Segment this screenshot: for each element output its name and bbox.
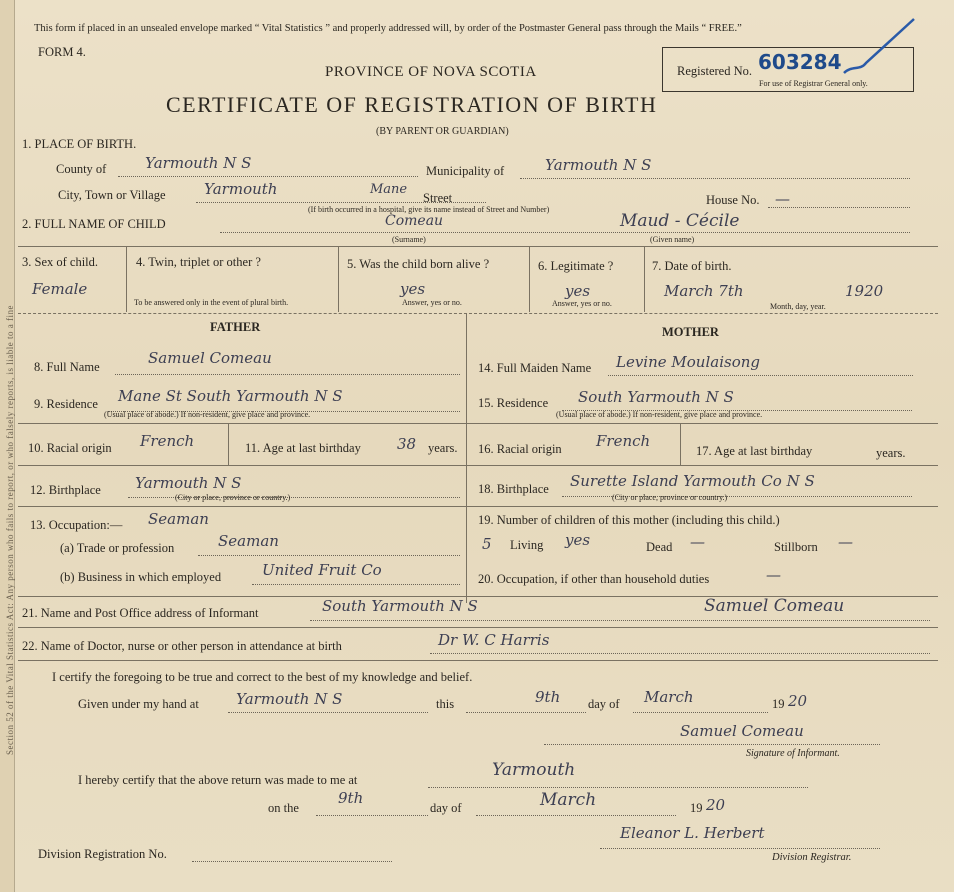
mother-birthplace-label: 18. Birthplace [478, 482, 549, 496]
hospital-note: (If birth occurred in a hospital, give its name instead of Street and Number) [308, 205, 550, 214]
mother-living-label: Living [510, 538, 544, 552]
mother-occupation: — [766, 566, 781, 584]
birth-date-value: March 7th [664, 282, 744, 300]
registrar-note: For use of Registrar General only. [759, 79, 868, 88]
mother-birthplace: Surette Island Yarmouth Co N S [570, 472, 815, 490]
twin-note: To be answered only in the event of plural birth. [134, 298, 289, 307]
province-heading: PROVINCE OF NOVA SCOTIA [325, 64, 537, 80]
mother-racial-label: 16. Racial origin [478, 442, 562, 456]
division-registration-label: Division Registration No. [38, 847, 167, 861]
father-birthplace-label: 12. Birthplace [30, 483, 101, 497]
given-month: March [644, 688, 694, 706]
registrar-signature: Eleanor L. Herbert [620, 824, 765, 842]
father-residence-label: 9. Residence [34, 397, 98, 411]
postal-notice: This form if placed in an unsealed envelope marked “ Vital Statistics ” and properly addressed will, by order of the Postmaster General pass through the Mails “ FREE.” [34, 23, 742, 34]
given-day: 9th [535, 688, 561, 706]
father-racial-label: 10. Racial origin [28, 441, 112, 455]
birth-date-label: 7. Date of birth. [652, 259, 732, 273]
registrar-place: Yarmouth [492, 760, 576, 780]
surname-label: (Surname) [392, 235, 426, 244]
city-value: Yarmouth [204, 180, 278, 198]
street-value: Mane [370, 182, 408, 197]
father-residence-note: (Usual place of abode.) If non-resident, give place and province. [104, 410, 311, 419]
house-label: House No. [706, 193, 760, 207]
day-of-label: day of [588, 697, 620, 711]
father-birthplace-note: (City or place, province or country.) [175, 493, 291, 502]
check-mark-icon [840, 15, 920, 80]
father-age: 38 [397, 435, 417, 453]
street-label: Street [423, 191, 453, 205]
margin-text: Section 52 of the Vital Statistics Act: Any person who fails to report, or who falsely reports, is liable to a fine [5, 305, 15, 755]
child-surname: Comeau [385, 213, 444, 229]
registrar-day-of: day of [430, 801, 462, 815]
father-business-label: (b) Business in which employed [60, 570, 222, 584]
sex-value: Female [32, 280, 88, 298]
father-business: United Fruit Co [262, 561, 382, 579]
mother-heading: MOTHER [662, 325, 719, 339]
mother-residence: South Yarmouth N S [578, 388, 734, 406]
mother-residence-label: 15. Residence [478, 396, 549, 410]
on-the-label: on the [268, 801, 299, 815]
this-label: this [436, 697, 455, 711]
informant-signature-label: Signature of Informant. [746, 748, 840, 759]
registrar-year-prefix: 19 [690, 801, 703, 815]
registrar-certify: I hereby certify that the above return was made to me at [78, 773, 358, 787]
father-name-label: 8. Full Name [34, 360, 100, 374]
father-trade-label: (a) Trade or profession [60, 541, 175, 555]
child-given-name: Maud - Cécile [620, 211, 740, 231]
informant-label: 21. Name and Post Office address of Informant [22, 606, 259, 620]
registrar-signature-label: Division Registrar. [772, 852, 852, 863]
county-label: County of [56, 162, 107, 176]
registered-number: 603284 [758, 50, 842, 74]
father-occupation: Seaman [148, 510, 209, 528]
registrar-year-suffix: 20 [706, 796, 726, 814]
mother-children-label: 19. Number of children of this mother (including this child.) [478, 513, 780, 527]
birth-date-note: Month, day, year. [770, 302, 826, 311]
certify-statement: I certify the foregoing to be true and correct to the best of my knowledge and belief. [52, 670, 473, 684]
mother-children-count: 5 [482, 535, 492, 553]
birth-year-value: 1920 [845, 282, 884, 300]
alive-note: Answer, yes or no. [402, 298, 462, 307]
father-racial: French [140, 432, 195, 450]
given-year-suffix: 20 [788, 692, 808, 710]
informant-signature: Samuel Comeau [680, 722, 804, 740]
mother-stillborn: — [838, 533, 853, 551]
father-residence: Mane St South Yarmouth N S [118, 387, 343, 405]
place-of-birth-heading: 1. PLACE OF BIRTH. [22, 137, 137, 151]
father-trade: Seaman [218, 532, 279, 550]
father-age-years: years. [428, 441, 458, 455]
mother-dead: — [690, 533, 705, 551]
municipality-value: Yarmouth N S [545, 156, 652, 174]
mother-stillborn-label: Stillborn [774, 540, 818, 554]
registrar-month: March [540, 790, 597, 810]
father-name: Samuel Comeau [148, 349, 272, 367]
house-value: — [775, 190, 790, 208]
mother-age-years: years. [876, 446, 906, 460]
informant-name: Samuel Comeau [704, 596, 845, 616]
legitimate-label: 6. Legitimate ? [538, 259, 614, 273]
given-year-prefix: 19 [772, 697, 785, 711]
registered-label: Registered No. [677, 64, 752, 78]
alive-value: yes [400, 280, 426, 298]
mother-name-label: 14. Full Maiden Name [478, 361, 592, 375]
mother-racial: French [596, 432, 651, 450]
legitimate-value: yes [565, 282, 591, 300]
mother-age-label: 17. Age at last birthday [696, 444, 813, 458]
father-occupation-label: 13. Occupation:— [30, 518, 123, 532]
given-name-label: (Given name) [650, 235, 695, 244]
given-place: Yarmouth N S [236, 690, 343, 708]
alive-label: 5. Was the child born alive ? [347, 257, 490, 271]
mother-birthplace-note: (City or place, province or country.) [612, 493, 728, 502]
father-age-label: 11. Age at last birthday [245, 441, 361, 455]
page-subtitle: (BY PARENT OR GUARDIAN) [376, 126, 509, 137]
registrar-day: 9th [338, 789, 364, 807]
city-label: City, Town or Village [58, 188, 166, 202]
mother-dead-label: Dead [646, 540, 673, 554]
form-number: FORM 4. [38, 45, 86, 59]
mother-living: yes [565, 531, 591, 549]
doctor-name: Dr W. C Harris [438, 631, 550, 649]
mother-residence-note: (Usual place of abode.) If non-resident, give place and province. [556, 410, 763, 419]
child-name-label: 2. FULL NAME OF CHILD [22, 217, 166, 231]
twin-label: 4. Twin, triplet or other ? [136, 255, 261, 269]
county-value: Yarmouth N S [145, 154, 252, 172]
municipality-label: Municipality of [426, 164, 505, 178]
mother-occupation-label: 20. Occupation, if other than household duties [478, 572, 710, 586]
sex-label: 3. Sex of child. [22, 255, 99, 269]
mother-name: Levine Moulaisong [616, 353, 760, 371]
father-heading: FATHER [210, 320, 261, 334]
informant-address: South Yarmouth N S [322, 597, 478, 615]
given-under-label: Given under my hand at [78, 697, 199, 711]
doctor-label: 22. Name of Doctor, nurse or other person in attendance at birth [22, 639, 342, 653]
legitimate-note: Answer, yes or no. [552, 299, 612, 308]
father-birthplace: Yarmouth N S [135, 474, 242, 492]
left-margin [0, 0, 15, 892]
page-title: CERTIFICATE OF REGISTRATION OF BIRTH [166, 92, 658, 117]
